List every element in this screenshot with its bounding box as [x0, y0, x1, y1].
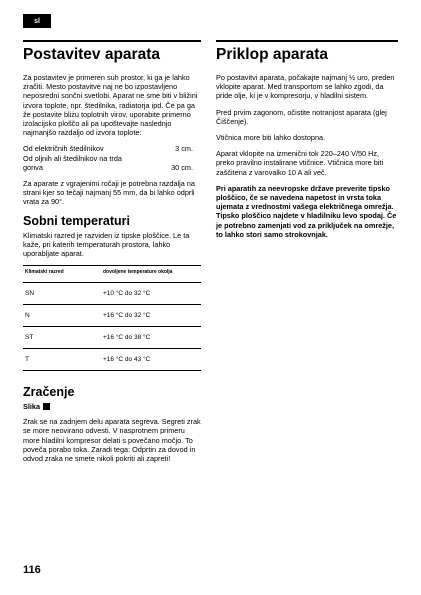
- installation-intro: Za postavitev je primeren suh prostor, ki ga je lahko zračiti. Mesto postavitve naj ne bo izpostavljeno neposredni sončni svetlobi. Aparat ne sme biti v bližini izvora toplote, npr. štedilnika, radiatorja ipd. Če pa ga že postavite bliżu toplotnih virov, uporabite primerno izolacijsko ploščo ali pa upoštevajte naslednjo najmanjšo razdaljo od izvora toplote:: [23, 73, 198, 138]
- table-row: [23, 283, 201, 305]
- distance-row: [23, 154, 201, 172]
- distance-label: Od oljnih ali štedilnikov na trda goriva: [23, 153, 122, 172]
- distance-value: 30 cm.: [171, 162, 193, 172]
- table-row: [23, 327, 201, 349]
- title-rule: [216, 40, 398, 42]
- table-row: [23, 349, 201, 371]
- language-tab: sl: [23, 14, 51, 28]
- climate-title: Sobni temperaturi: [23, 213, 130, 228]
- door-clearance-text: Za aparate z vgrajenimi ročaji je potrebna razdalja na strani kjer so tečaji najmanj 55 mm, da bi lahko odprli vrata za 90°.: [23, 179, 195, 207]
- right-column: [216, 40, 398, 246]
- table-row: [23, 305, 201, 327]
- connection-paragraph: Aparat vklopite na izmenični tok 220–240 V/50 Hz, preko pravilno instalirane vtičnice. Vtičnica more biti zaščitena z varovalko 10 A ali več.: [216, 149, 384, 177]
- page-number: 116: [23, 564, 41, 576]
- ventilation-text: Zrak se na zadnjem delu aparata segreva. Segreti zrak se more neovirano odvesti. V nasprotnem primeru more hladilni kompresor delati s povečano močjo. To poveča porabo toka. Zaradi tega: Odprtin za dovod in odvod zraka ne smete nikoli pokriti ali zapreti!: [23, 417, 201, 464]
- connection-warning: Pri aparatih za neevropske države preverite tipsko ploščico, če se navedena napetost in vrsta toka ujemata z vrednostmi vašega električnega omrežja. Tipsko ploščico najdete v hladilniku levo spodaj. Če je potrebno zamenjati vod za priključek na omrežje, to lahko stori samo strokovnjak.: [216, 183, 397, 239]
- left-column: [23, 40, 201, 470]
- distance-list: [23, 144, 201, 172]
- connection-paragraph: Pred prvim zagonom, očistite notranjost aparata (glej Čiščenje).: [216, 107, 387, 126]
- table-cell: T: [23, 349, 103, 371]
- connection-paragraph: Vtičnica more biti lahko dostopna.: [216, 133, 326, 143]
- table-cell: +10 °C do 32 °C: [103, 283, 201, 305]
- table-cell: +16 °C do 38 °C: [103, 327, 201, 349]
- table-cell: +16 °C do 32 °C: [103, 305, 201, 327]
- table-header-row: [23, 266, 201, 283]
- table-header: Klimatski razred: [23, 266, 103, 283]
- table-header: dovoljene temperature okolja: [103, 266, 201, 283]
- table-cell: N: [23, 305, 103, 327]
- figure-marker-icon: [43, 403, 50, 410]
- table-cell: SN: [23, 283, 103, 305]
- distance-value: 3 cm.: [175, 144, 193, 154]
- climate-text: Klimatski razred je razviden iz tipske ploščice. Le ta kaže, pri katerih temperaturah prostora, lahko uporabljate aparat.: [23, 230, 190, 259]
- installation-title: Postavitev aparata: [23, 46, 160, 63]
- table-cell: +16 °C do 43 °C: [103, 349, 201, 371]
- figure-label: Slika: [23, 402, 41, 412]
- connection-title: Priklop aparata: [216, 46, 328, 63]
- ventilation-title: Zračenje: [23, 385, 75, 400]
- figure-reference: [23, 402, 201, 411]
- connection-paragraph: Po postavitvi aparata, počakajte najmanj ½ uro, preden vklopite aparat. Med transportom se lahko zgodi, da pride olje, ki je v kompresorju, v hladilni sistem.: [216, 73, 395, 101]
- title-rule: [23, 40, 201, 42]
- distance-row: [23, 144, 201, 153]
- climate-table: [23, 265, 201, 371]
- distance-label: Od električnih štedilnikov: [23, 144, 104, 154]
- table-cell: ST: [23, 327, 103, 349]
